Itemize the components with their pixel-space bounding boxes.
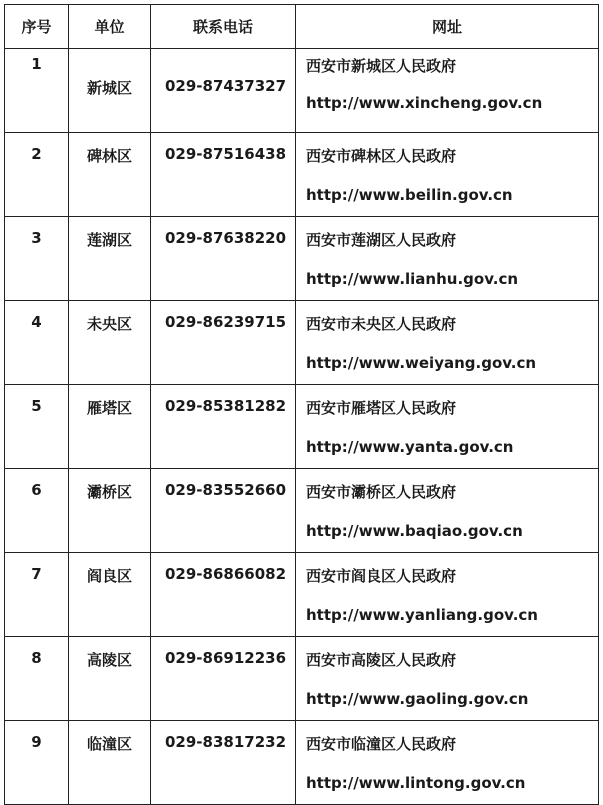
unit-cell <box>69 217 151 301</box>
row-index-cell <box>5 385 69 469</box>
row-index: 9 <box>31 733 42 751</box>
site-name: 西安市高陵区人民政府 <box>306 651 457 669</box>
phone-cell <box>151 469 296 553</box>
header-phone: 联系电话 <box>151 5 296 49</box>
table-row <box>5 385 599 469</box>
table-row <box>5 301 599 385</box>
phone-cell <box>151 49 296 133</box>
phone-number: 029-85381282 <box>165 397 287 415</box>
website-cell <box>296 385 599 469</box>
unit-cell <box>69 721 151 805</box>
unit-name: 灞桥区 <box>86 483 132 501</box>
unit-cell <box>69 637 151 721</box>
site-url-link[interactable]: http://www.beilin.gov.cn <box>306 186 513 204</box>
site-name: 西安市新城区人民政府 <box>306 57 457 75</box>
row-index: 4 <box>31 313 42 331</box>
table-row <box>5 49 599 133</box>
site-name: 西安市灞桥区人民政府 <box>306 483 457 501</box>
row-index-cell <box>5 637 69 721</box>
unit-cell <box>69 133 151 217</box>
row-index: 6 <box>31 481 42 499</box>
table-row <box>5 721 599 805</box>
row-index: 8 <box>31 649 42 667</box>
row-index: 1 <box>31 55 42 73</box>
table-row <box>5 217 599 301</box>
row-index-cell <box>5 553 69 637</box>
unit-name: 高陵区 <box>86 651 132 669</box>
site-url-link[interactable]: http://www.yanliang.gov.cn <box>306 606 538 624</box>
site-url-link[interactable]: http://www.weiyang.gov.cn <box>306 354 537 372</box>
table-header-row <box>5 5 599 49</box>
table-row <box>5 469 599 553</box>
row-index-cell <box>5 49 69 133</box>
header-index: 序号 <box>5 5 69 49</box>
phone-number: 029-86866082 <box>165 565 287 583</box>
site-url-link[interactable]: http://www.lintong.gov.cn <box>306 774 526 792</box>
website-cell <box>296 217 599 301</box>
website-cell <box>296 721 599 805</box>
phone-number: 029-83552660 <box>165 481 287 499</box>
unit-name: 未央区 <box>86 315 132 333</box>
unit-cell <box>69 49 151 133</box>
phone-cell <box>151 385 296 469</box>
row-index-cell <box>5 133 69 217</box>
header-website: 网址 <box>296 5 599 49</box>
site-name: 西安市雁塔区人民政府 <box>306 399 457 417</box>
unit-name: 新城区 <box>86 79 132 97</box>
phone-cell <box>151 553 296 637</box>
site-name: 西安市临潼区人民政府 <box>306 735 457 753</box>
website-cell <box>296 49 599 133</box>
unit-name: 雁塔区 <box>86 399 132 417</box>
unit-cell <box>69 385 151 469</box>
phone-number: 029-86912236 <box>165 649 287 667</box>
table-row <box>5 133 599 217</box>
site-url-link[interactable]: http://www.yanta.gov.cn <box>306 438 514 456</box>
phone-number: 029-87437327 <box>165 77 287 95</box>
unit-name: 莲湖区 <box>86 231 132 249</box>
site-name: 西安市碑林区人民政府 <box>306 147 457 165</box>
table-row <box>5 553 599 637</box>
row-index: 2 <box>31 145 42 163</box>
row-index: 3 <box>31 229 42 247</box>
site-url-link[interactable]: http://www.lianhu.gov.cn <box>306 270 519 288</box>
phone-cell <box>151 721 296 805</box>
row-index-cell <box>5 721 69 805</box>
phone-number: 029-87638220 <box>165 229 287 247</box>
phone-cell <box>151 133 296 217</box>
row-index-cell <box>5 217 69 301</box>
site-name: 西安市阎良区人民政府 <box>306 567 457 585</box>
district-contact-table <box>4 4 599 805</box>
phone-number: 029-83817232 <box>165 733 287 751</box>
site-url-link[interactable]: http://www.gaoling.gov.cn <box>306 690 529 708</box>
site-name: 西安市未央区人民政府 <box>306 315 457 333</box>
phone-cell <box>151 637 296 721</box>
phone-number: 029-87516438 <box>165 145 287 163</box>
site-url-link[interactable]: http://www.xincheng.gov.cn <box>306 94 543 112</box>
row-index: 7 <box>31 565 42 583</box>
website-cell <box>296 637 599 721</box>
table-row <box>5 637 599 721</box>
phone-number: 029-86239715 <box>165 313 287 331</box>
row-index-cell <box>5 301 69 385</box>
row-index: 5 <box>31 397 42 415</box>
website-cell <box>296 469 599 553</box>
row-index-cell <box>5 469 69 553</box>
phone-cell <box>151 301 296 385</box>
unit-name: 碑林区 <box>86 147 132 165</box>
unit-cell <box>69 301 151 385</box>
unit-name: 阎良区 <box>86 567 132 585</box>
website-cell <box>296 553 599 637</box>
phone-cell <box>151 217 296 301</box>
website-cell <box>296 301 599 385</box>
site-url-link[interactable]: http://www.baqiao.gov.cn <box>306 522 523 540</box>
website-cell <box>296 133 599 217</box>
unit-cell <box>69 469 151 553</box>
unit-name: 临潼区 <box>86 735 132 753</box>
header-unit: 单位 <box>69 5 151 49</box>
site-name: 西安市莲湖区人民政府 <box>306 231 457 249</box>
unit-cell <box>69 553 151 637</box>
